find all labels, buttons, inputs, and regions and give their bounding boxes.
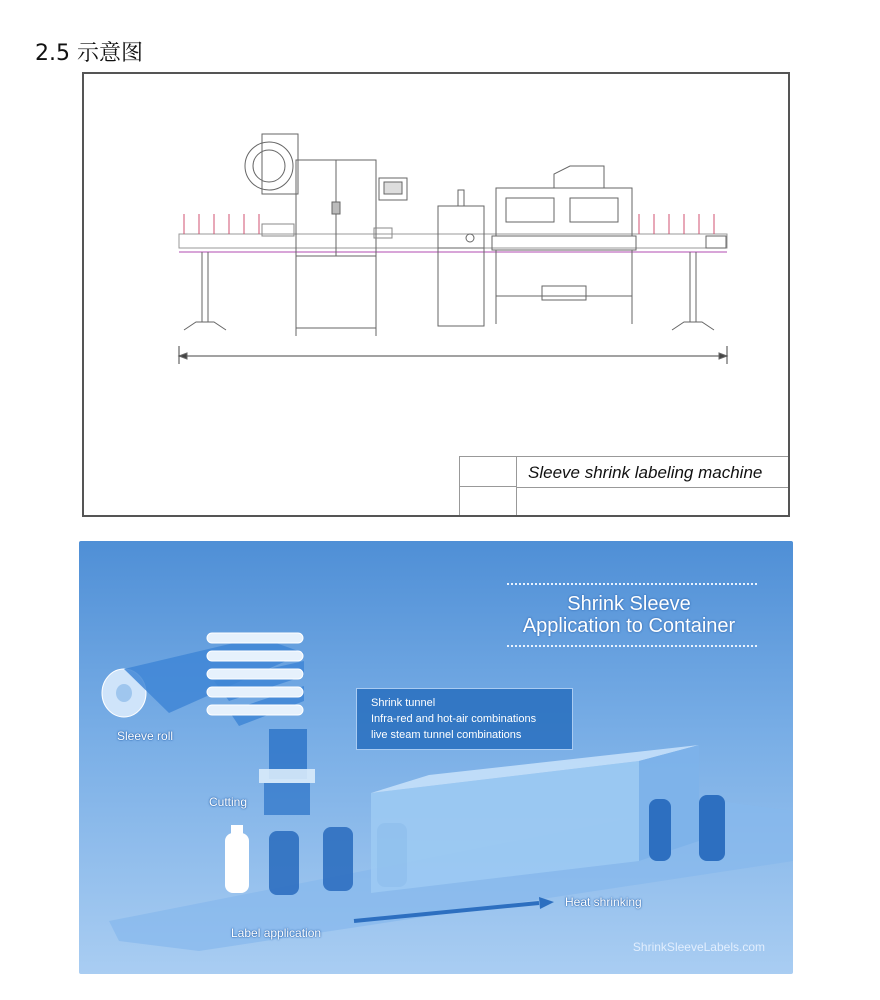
drawing-title: Sleeve shrink labeling machine <box>528 463 763 482</box>
illustration-title-line1: Shrink Sleeve <box>567 593 691 615</box>
title-divider-top <box>507 583 757 585</box>
illustration-title-line2: Application to Container <box>522 615 736 637</box>
title-block-cell <box>460 487 517 515</box>
tunnel-line-1: Infra-red and hot-air combinations <box>371 713 537 725</box>
label-cutting: Cutting <box>209 795 248 809</box>
tunnel-info-box <box>356 688 573 750</box>
title-block-cell <box>517 487 788 516</box>
title-divider-bottom <box>507 645 757 647</box>
label-heat-shrinking: Heat shrinking <box>565 895 642 909</box>
tunnel-line-2: live steam tunnel combinations <box>371 729 522 741</box>
shrink-sleeve-illustration <box>79 541 793 974</box>
illustration-title <box>509 593 749 637</box>
section-heading: 2.5 示意图 <box>35 41 143 66</box>
title-block-cell <box>460 457 517 487</box>
drawing-title-block <box>459 456 788 515</box>
label-sleeve-roll: Sleeve roll <box>117 729 174 743</box>
watermark: ShrinkSleeveLabels.com <box>632 940 765 954</box>
machine-line-drawing <box>84 74 788 515</box>
machine-drawing <box>82 72 790 517</box>
label-application: Label application <box>231 926 322 940</box>
tunnel-heading: Shrink tunnel <box>371 697 436 709</box>
